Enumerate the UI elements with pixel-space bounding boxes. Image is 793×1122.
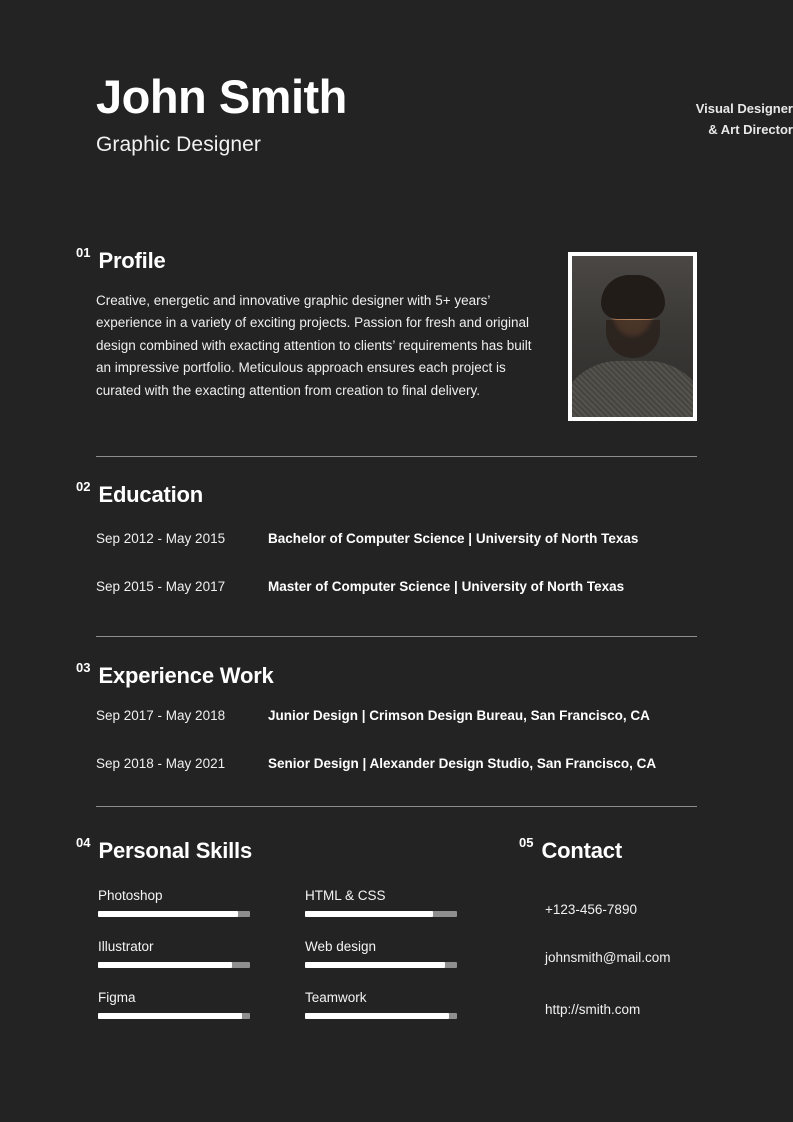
job-role: Graphic Designer [96,133,262,157]
experience-desc: Junior Design | Crimson Design Bureau, San Francisco, CA [268,708,650,723]
skill-bar [98,911,250,917]
section-number-profile: 01 [76,245,91,260]
section-header-contact [519,835,622,864]
divider-1 [96,456,697,457]
skill-bar [305,962,457,968]
skill-item [98,888,250,917]
skill-item [305,990,457,1019]
experience-row [96,708,697,723]
profile-text: Creative, energetic and innovative graphic designer with 5+ years’ experience in a variety of exciting projects. Passion for fresh and original design combined with exacting attention to clients’ requirements has built an impressive portfolio. Meticulous approach ensures each project is curated with the exacting attention from creation to final delivery. [96,293,532,398]
education-date: Sep 2012 - May 2015 [96,531,226,546]
portrait-photo [572,256,693,417]
skill-bar [305,1013,457,1019]
skill-item [305,888,457,917]
avatar [568,252,697,421]
tagline-line-2: & Art Director [708,122,793,138]
skill-bar-fill [305,911,433,917]
portrait-shoulders [568,361,697,421]
skill-name: Photoshop [98,888,163,903]
skill-item [98,990,250,1019]
education-date: Sep 2015 - May 2017 [96,579,226,594]
skill-bar-fill [305,962,445,968]
section-header-experience [76,660,274,689]
divider-3 [96,806,697,807]
section-title-skills: Personal Skills [98,838,252,863]
experience-row [96,756,697,771]
section-header-profile [76,245,166,274]
section-number-experience: 03 [76,660,91,675]
skill-item [305,939,457,968]
divider-2 [96,636,697,637]
skill-name: Illustrator [98,939,154,954]
education-row [96,579,697,594]
experience-date: Sep 2018 - May 2021 [96,756,226,771]
skill-item [98,939,250,968]
section-header-education [76,479,204,508]
section-number-contact: 05 [519,835,534,850]
section-number-education: 02 [76,479,91,494]
header-tagline [573,98,793,141]
education-desc: Master of Computer Science | University of North Texas [268,579,625,594]
skill-bar-fill [305,1013,449,1019]
skill-name: Teamwork [305,990,367,1005]
portrait-hair [601,275,665,319]
section-title-education: Education [98,482,204,507]
skill-bar [98,962,250,968]
experience-date: Sep 2017 - May 2018 [96,708,226,723]
tagline-line-1: Visual Designer [695,101,793,116]
section-number-skills: 04 [76,835,91,850]
contact-phone[interactable]: +123-456-7890 [545,902,637,917]
skill-name: Web design [305,939,377,954]
contact-email[interactable]: johnsmith@mail.com [545,950,671,965]
skill-name: HTML & CSS [305,888,386,903]
education-row [96,531,697,546]
section-title-experience: Experience Work [98,663,274,688]
skill-bar-fill [98,962,232,968]
contact-website[interactable]: http://smith.com [545,1002,641,1017]
section-header-skills [76,835,252,864]
section-title-profile: Profile [98,248,166,273]
page-title: John Smith [96,70,347,123]
experience-desc: Senior Design | Alexander Design Studio, San Francisco, CA [268,756,657,771]
skill-bar [98,1013,250,1019]
skill-bar [305,911,457,917]
section-title-contact: Contact [541,838,622,863]
education-desc: Bachelor of Computer Science | University of North Texas [268,531,639,546]
skill-bar-fill [98,1013,242,1019]
skill-name: Figma [98,990,136,1005]
skill-bar-fill [98,911,238,917]
portrait-beard [606,320,660,358]
